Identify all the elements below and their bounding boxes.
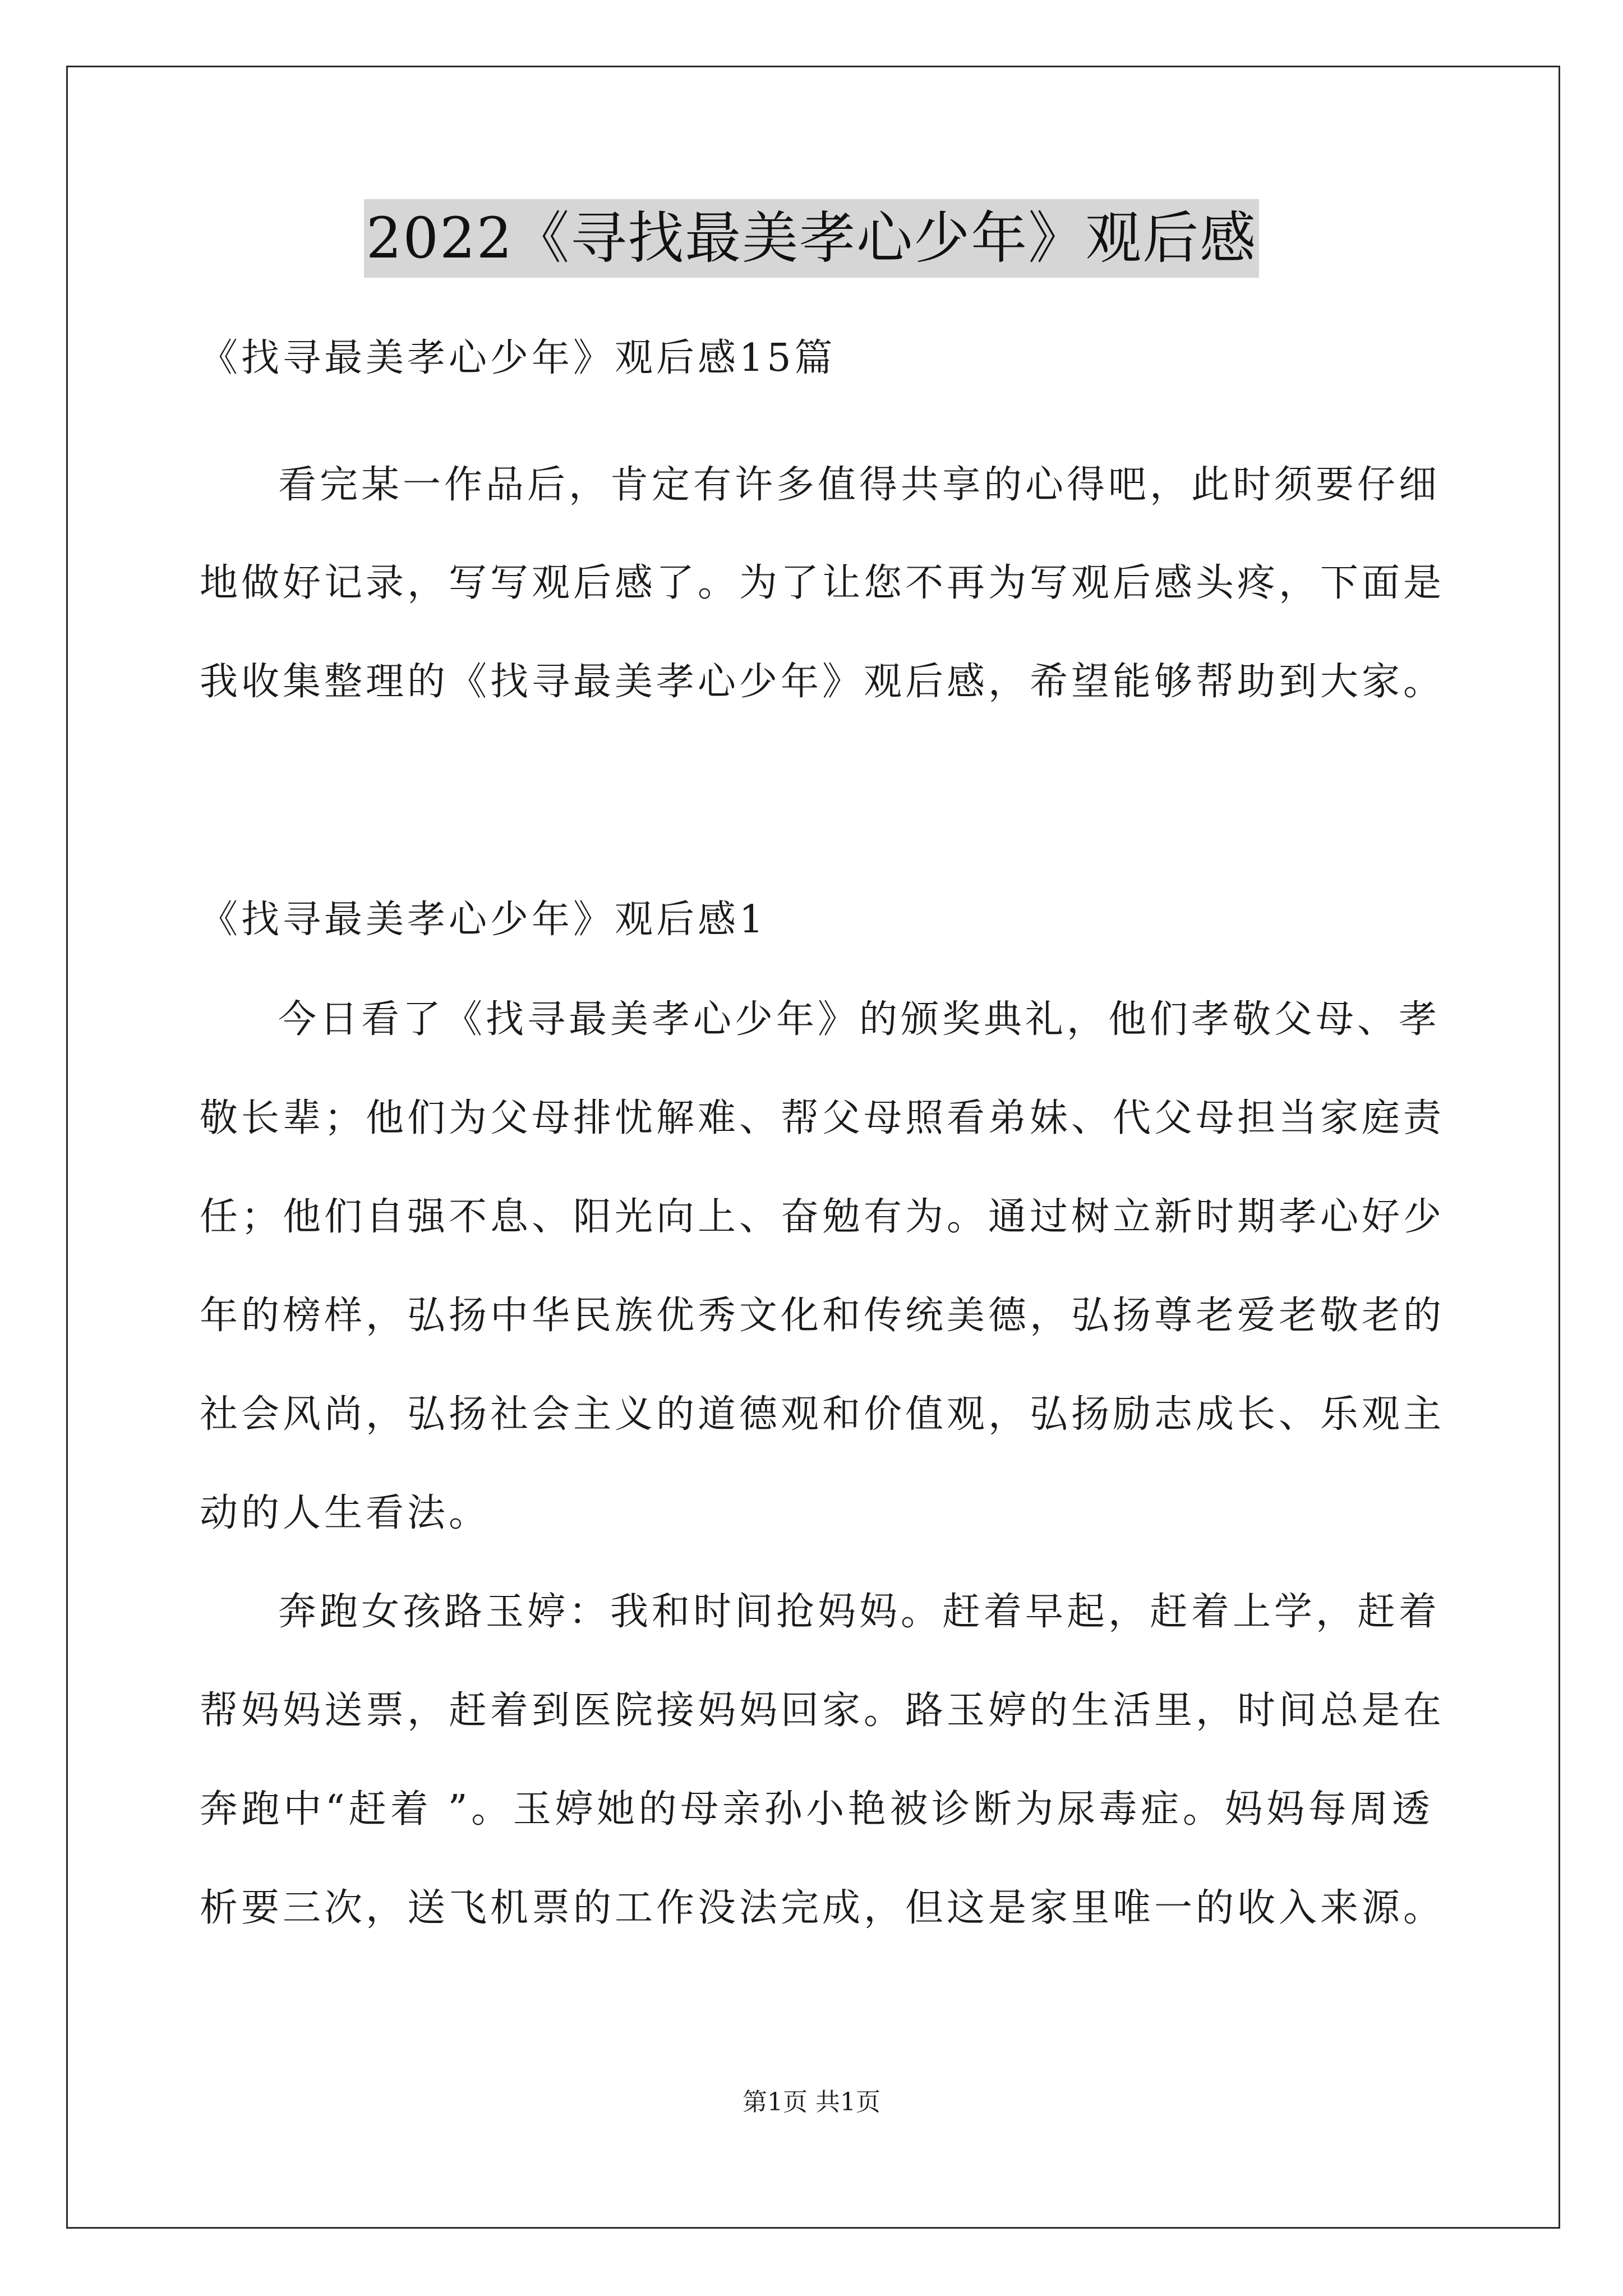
para1-line-3: 任；他们自强不息、阳光向上、奋勉有为。通过树立新时期孝心好少 [200, 1195, 1445, 1239]
para1-line-5: 社会风尚，弘扬社会主义的道德观和价值观，弘扬励志成长、乐观主 [200, 1392, 1445, 1437]
para2-line-4: 析要三次，送飞机票的工作没法完成，但这是家里唯一的收入来源。 [200, 1886, 1445, 1930]
page-number-footer: 第1页 共1页 [743, 2088, 880, 2116]
title-container [0, 199, 1623, 278]
para2-line-1: 奔跑女孩路玉婷：我和时间抢妈妈。赶着早起，赶着上学，赶着 [278, 1590, 1441, 1634]
para1-line-2: 敬长辈；他们为父母排忧解难、帮父母照看弟妹、代父母担当家庭责 [200, 1096, 1445, 1140]
document-title: 2022《寻找最美孝心少年》观后感 [364, 199, 1260, 278]
para1-line-6: 动的人生看法。 [200, 1491, 491, 1535]
intro-line-2: 地做好记录，写写观后感了。为了让您不再为写观后感头疼，下面是 [200, 561, 1445, 605]
intro-line-3: 我收集整理的《找寻最美孝心少年》观后感，希望能够帮助到大家。 [200, 660, 1445, 704]
section-heading-1: 《找寻最美孝心少年》观后感1 [200, 898, 767, 942]
para1-line-4: 年的榜样，弘扬中华民族优秀文化和传统美德，弘扬尊老爱老敬老的 [200, 1294, 1445, 1338]
subtitle-line: 《找寻最美孝心少年》观后感15篇 [200, 336, 836, 380]
para2-line-3: 奔跑中“赶着 ”。玉婷她的母亲孙小艳被诊断为尿毒症。妈妈每周透 [200, 1787, 1433, 1832]
para1-line-1: 今日看了《找寻最美孝心少年》的颁奖典礼，他们孝敬父母、孝 [278, 997, 1441, 1042]
para2-line-2: 帮妈妈送票，赶着到医院接妈妈回家。路玉婷的生活里，时间总是在 [200, 1688, 1445, 1733]
intro-line-1: 看完某一作品后，肯定有许多值得共享的心得吧，此时须要仔细 [278, 463, 1441, 507]
